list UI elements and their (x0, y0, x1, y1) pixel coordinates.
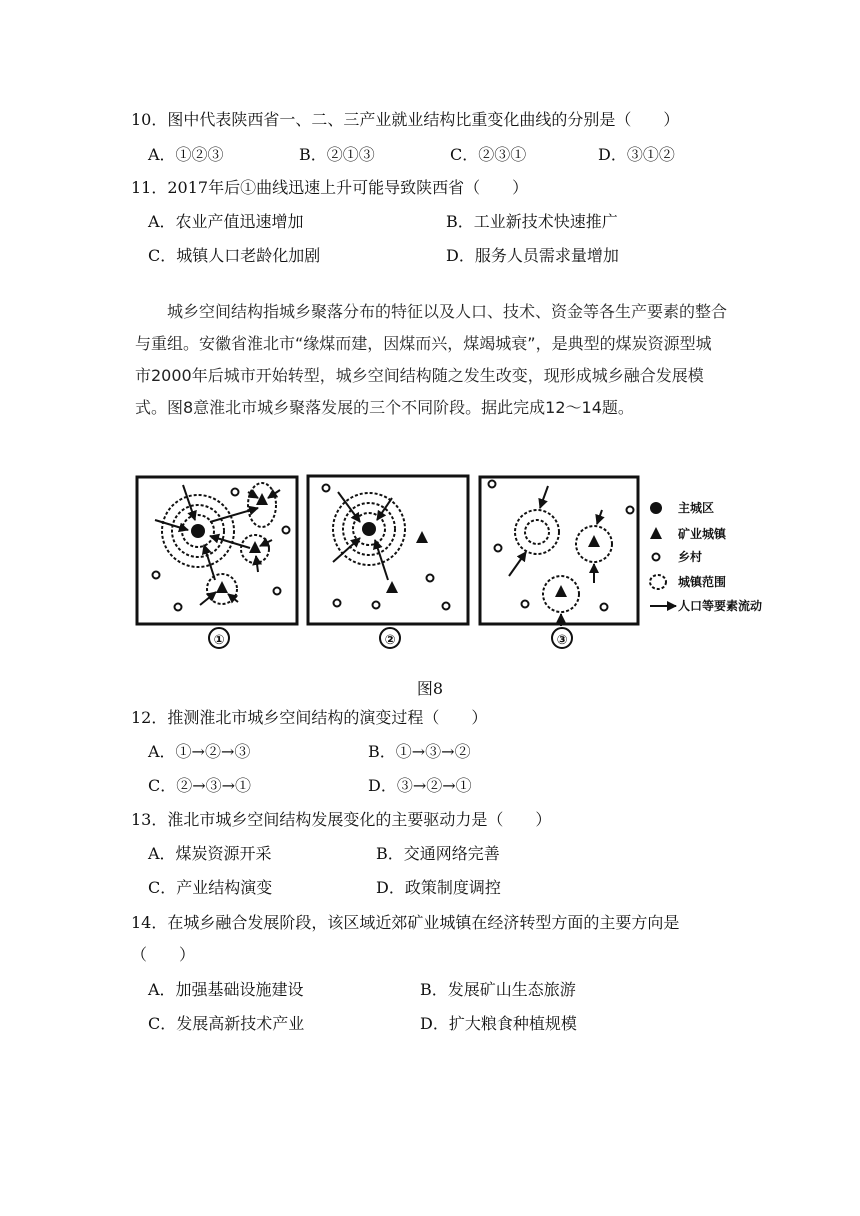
q12-option-c[interactable]: C．②→③→① (148, 776, 252, 795)
legend-town-range: 城镇范围 (678, 575, 727, 589)
q14-option-a[interactable]: A．加强基础设施建设 (148, 980, 304, 999)
q11-option-a[interactable]: A．农业产值迅速增加 (148, 212, 304, 231)
reading-passage: 城乡空间结构指城乡聚落分布的特征以及人口、技术、资金等各生产要素的整合与重组。安徽省淮北市“缘煤而建，因煤而兴，煤竭城衰”，是典型的煤炭资源型城市2000年后城市开始转型，城乡空间结构随之发生改变，现形成城乡融合发展模式。图8意淮北市城乡聚落发展的三个不同阶段。据此完成12～14题。 (135, 302, 728, 417)
panel-label-1: ① (213, 633, 225, 648)
q14-option-b[interactable]: B．发展矿山生态旅游 (420, 980, 576, 999)
question-10-stem: 10．图中代表陕西省一、二、三产业就业结构比重变化曲线的分别是（ ） (131, 110, 680, 129)
question-13-stem: 13．淮北市城乡空间结构发展变化的主要驱动力是（ ） (131, 810, 552, 829)
q12-option-d[interactable]: D．③→②→① (368, 776, 472, 795)
q14-option-c[interactable]: C．发展高新技术产业 (148, 1014, 305, 1033)
q11-option-b[interactable]: B．工业新技术快速推广 (446, 212, 618, 231)
q13-option-d[interactable]: D．政策制度调控 (376, 878, 501, 897)
q10-option-d[interactable]: D．③①② (598, 145, 675, 164)
q12-option-b[interactable]: B．①→③→② (368, 742, 471, 761)
q13-option-c[interactable]: C．产业结构演变 (148, 878, 273, 897)
q10-option-b[interactable]: B．②①③ (299, 145, 375, 164)
panel-label-3: ③ (556, 633, 568, 648)
q11-option-c[interactable]: C．城镇人口老龄化加剧 (148, 246, 321, 265)
question-11-stem: 11．2017年后①曲线迅速上升可能导致陕西省（ ） (131, 178, 529, 197)
q10-option-a[interactable]: A．①②③ (148, 145, 224, 164)
question-12-stem: 12．推测淮北市城乡空间结构的演变过程（ ） (131, 708, 488, 727)
figure-caption: 图8 (416, 679, 444, 698)
q12-option-a[interactable]: A．①→②→③ (148, 742, 251, 761)
q10-option-c[interactable]: C．②③① (450, 145, 527, 164)
q13-option-b[interactable]: B．交通网络完善 (376, 844, 500, 863)
q14-option-d[interactable]: D．扩大粮食种植规模 (420, 1014, 577, 1033)
legend-main-city: 主城区 (678, 501, 715, 515)
legend-village: 乡村 (678, 550, 703, 564)
legend-mining-town: 矿业城镇 (678, 527, 727, 541)
q13-option-a[interactable]: A．煤炭资源开采 (148, 844, 272, 863)
question-14-stem-cont: （ ） (131, 945, 196, 964)
legend (650, 500, 762, 613)
panel-2 (308, 476, 468, 624)
panel-1 (137, 477, 297, 624)
panel-label-2: ② (384, 633, 396, 648)
question-14-stem: 14．在城乡融合发展阶段，该区域近郊矿业城镇在经济转型方面的主要方向是 (131, 913, 680, 932)
legend-flow: 人口等要素流动 (678, 599, 763, 613)
q11-option-d[interactable]: D．服务人员需求量增加 (446, 246, 619, 265)
panel-3 (480, 477, 638, 626)
